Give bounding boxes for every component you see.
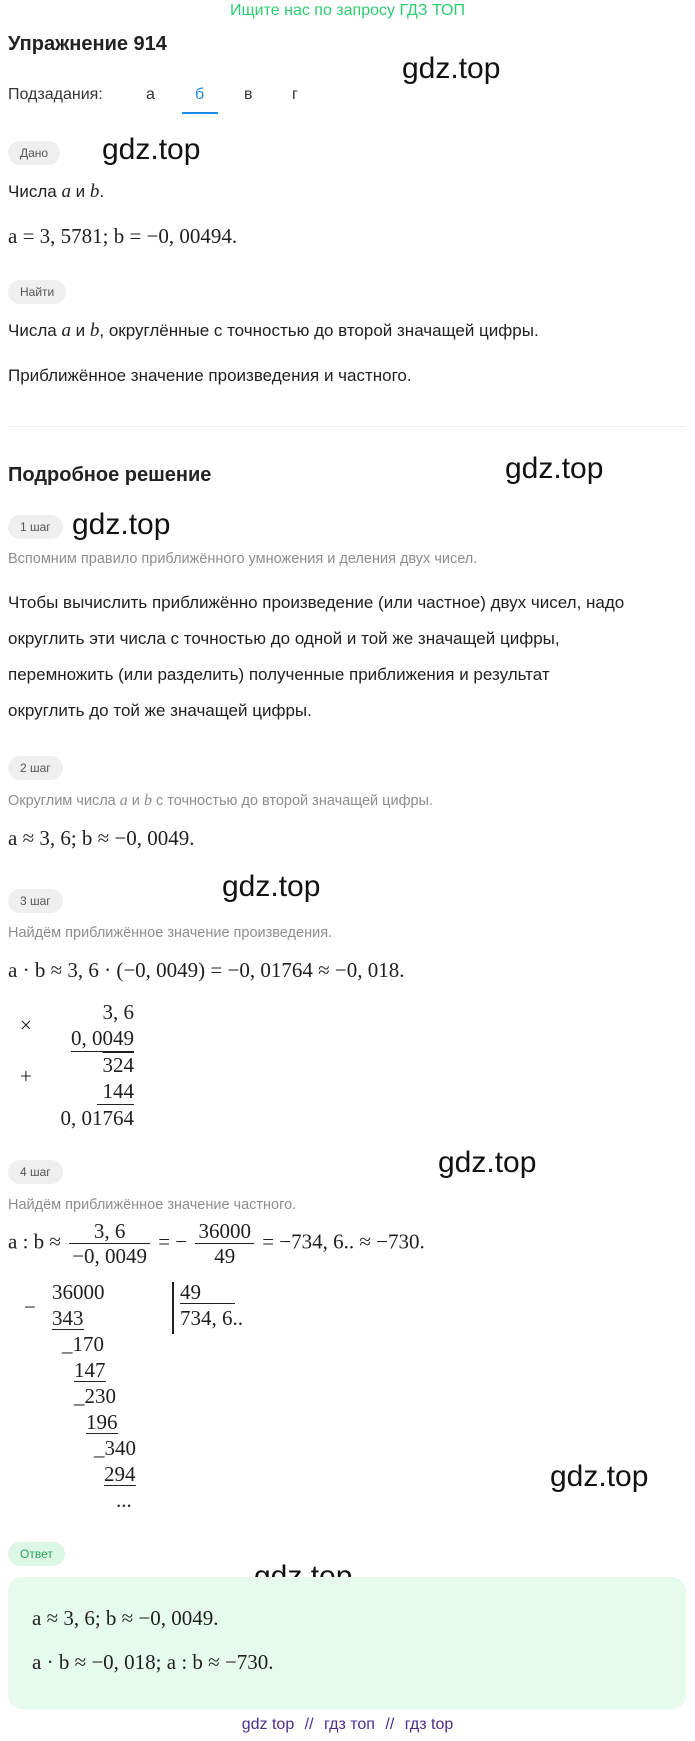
page-title: Упражнение 914: [8, 33, 167, 55]
fraction: $\frac{3, 6}{-0, 0049}$: [69, 1219, 150, 1268]
tab-g[interactable]: г: [292, 86, 298, 103]
fraction: $\frac{36000}{49}$: [195, 1219, 254, 1268]
given-formula: a = 3, 5781; b = −0, 00494.: [8, 224, 238, 248]
footer-separator: //: [385, 1716, 395, 1733]
answer-box: [8, 1577, 686, 1709]
tab-v[interactable]: в: [244, 86, 253, 103]
mult-row: 3, 6: [102, 1000, 134, 1024]
watermark: gdz.top: [505, 452, 604, 485]
watermark: gdz.top: [222, 870, 321, 903]
watermark: gdz.top: [438, 1146, 537, 1179]
subtasks-label: Подзадания:: [8, 86, 103, 103]
step2-formula: a ≈ 3, 6; b ≈ −0, 0049.: [8, 826, 195, 850]
step3-hint: Найдём приближённое значение произведения.: [8, 925, 333, 941]
division-row: 196: [86, 1410, 118, 1434]
watermark: gdz.top: [402, 52, 501, 85]
watermark: gdz.top: [102, 133, 201, 166]
division-row: 294: [104, 1462, 136, 1486]
division-row: 36000: [52, 1280, 105, 1304]
step1-line: Чтобы вычислить приближённо произведение (или частное) двух чисел, надо: [8, 593, 625, 612]
division-row: 147: [74, 1358, 106, 1382]
footer-link-gdz-top-mixed[interactable]: гдз top: [404, 1716, 454, 1733]
column-multiplication: [60, 999, 134, 1131]
find-pill: Найти: [8, 280, 66, 304]
tab-a[interactable]: а: [146, 86, 155, 103]
mult-plus-sign: +: [20, 1064, 32, 1088]
find-text-2: Приближённое значение произведения и частного.: [8, 366, 412, 385]
step1-line: перемножить (или разделить) полученные приближения и результат: [8, 665, 550, 684]
step4-pill: 4 шаг: [8, 1160, 63, 1184]
step1-hint: Вспомним правило приближённого умножения и деления двух чисел.: [8, 551, 478, 567]
footer-links: [0, 1714, 695, 1736]
division-bracket: [172, 1282, 174, 1334]
mult-times-sign: ×: [20, 1013, 32, 1037]
mult-row: 0, 0049: [71, 1026, 134, 1050]
step2-hint: Округлим числа a и b с точностью до второй значащей цифры.: [8, 792, 434, 809]
division-minus-sign: −: [24, 1295, 36, 1319]
answer-pill: Ответ: [8, 1542, 65, 1566]
footer-link-gdz-top[interactable]: gdz top: [241, 1716, 295, 1733]
find-text-1: Числа a и b, округлённые с точностью до второй значащей цифры.: [8, 320, 539, 341]
top-banner[interactable]: Ищите нас по запросу ГДЗ ТОП: [230, 2, 465, 19]
watermark: gdz.top: [72, 508, 171, 541]
answer-line-1: a ≈ 3, 6; b ≈ −0, 0049.: [32, 1606, 219, 1630]
step2-pill: 2 шаг: [8, 756, 63, 780]
division-row: ...: [116, 1488, 132, 1512]
step4-hint: Найдём приближённое значение частного.: [8, 1197, 297, 1213]
step4-formula: a : b ≈ $\frac{3, 6}{-0, 0049}$ = − $\frac{36000}{49}$ = −734, 6.. ≈ −730.: [8, 1219, 425, 1268]
step3-pill: 3 шаг: [8, 889, 63, 913]
tab-b-underline: [182, 112, 218, 114]
division-divisor: 49: [180, 1280, 235, 1305]
given-text: Числа a и b.: [8, 181, 105, 202]
division-row: 343: [52, 1306, 84, 1330]
step1-line: округлить до той же значащей цифры.: [8, 701, 312, 720]
given-pill: Дано: [8, 141, 60, 165]
mult-row: 0, 01764: [60, 1106, 134, 1130]
step3-formula: a · b ≈ 3, 6 · (−0, 0049) = −0, 01764 ≈ −0, 018.: [8, 958, 405, 982]
watermark: gdz.top: [550, 1460, 649, 1493]
mult-row: 324: [102, 1053, 134, 1077]
division-row: _170: [62, 1332, 104, 1356]
mult-row: 144: [60, 1078, 134, 1105]
solution-heading: Подробное решение: [8, 464, 212, 486]
step1-line: округлить эти числа с точностью до одной и той же значащей цифры,: [8, 629, 560, 648]
division-quotient: 734, 6..: [180, 1306, 243, 1330]
answer-line-2: a · b ≈ −0, 018; a : b ≈ −730.: [32, 1650, 274, 1674]
footer-separator: //: [304, 1716, 314, 1733]
tab-b[interactable]: б: [195, 86, 205, 103]
footer-link-gdz-top-ru[interactable]: гдз топ: [324, 1716, 375, 1733]
division-row: _340: [94, 1436, 136, 1460]
division-row: _230: [74, 1384, 116, 1408]
step1-pill: 1 шаг: [8, 515, 63, 539]
divider: [8, 426, 686, 427]
